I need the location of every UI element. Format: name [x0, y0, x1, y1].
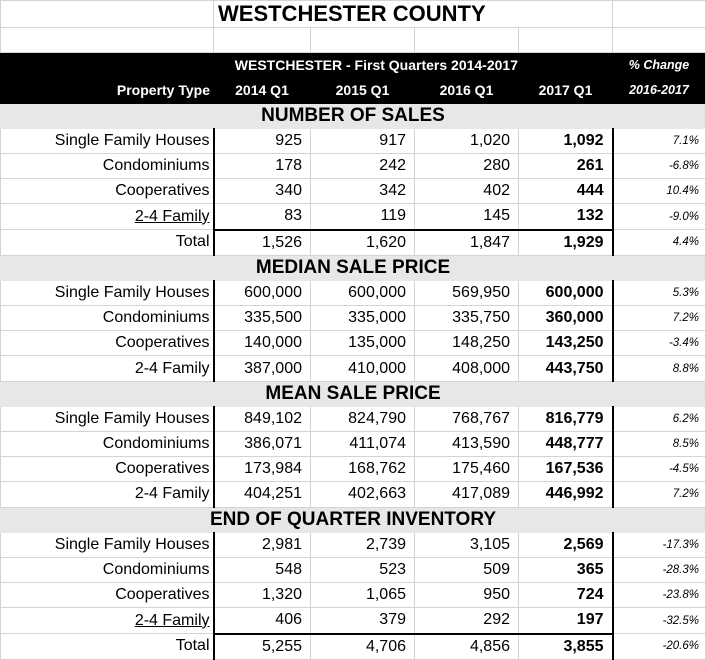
table-row [1, 457, 705, 482]
value-cell[interactable]: 950 [415, 583, 519, 608]
row-label[interactable]: Cooperatives [1, 331, 214, 356]
table-row [1, 608, 705, 634]
value-cell[interactable]: 411,074 [311, 432, 415, 457]
value-cell[interactable]: 404,251 [214, 482, 311, 507]
pct-change-cell[interactable]: 7.1% [613, 128, 705, 153]
value-cell[interactable]: 413,590 [415, 432, 519, 457]
pct-change-cell[interactable]: 8.5% [613, 432, 705, 457]
value-2017-cell[interactable]: 2,569 [519, 532, 613, 557]
section-header-row [1, 103, 705, 128]
row-label[interactable]: Condominiums [1, 306, 214, 331]
value-cell[interactable]: 342 [311, 179, 415, 204]
pct-change-cell[interactable]: 7.2% [613, 482, 705, 507]
year-header[interactable]: 2016 Q1 [415, 78, 519, 103]
title-row [1, 1, 705, 28]
value-2017-cell[interactable]: 360,000 [519, 306, 613, 331]
value-cell[interactable]: 509 [415, 557, 519, 582]
table-row [1, 331, 705, 356]
table-row [1, 356, 705, 381]
table-row [1, 406, 705, 431]
pct-range-header[interactable]: 2016-2017 [613, 78, 705, 103]
section-header-row [1, 381, 705, 406]
row-label[interactable]: Single Family Houses [1, 280, 214, 305]
row-label[interactable]: Single Family Houses [1, 532, 214, 557]
pct-change-cell[interactable]: -32.5% [613, 608, 705, 634]
value-cell[interactable]: 386,071 [214, 432, 311, 457]
row-label[interactable]: Condominiums [1, 557, 214, 582]
value-cell[interactable]: 379 [311, 608, 415, 634]
value-cell[interactable]: 925 [214, 128, 311, 153]
pct-change-cell[interactable]: -6.8% [613, 153, 705, 178]
row-label[interactable]: Single Family Houses [1, 128, 214, 153]
value-2017-cell[interactable]: 143,250 [519, 331, 613, 356]
value-cell[interactable]: 173,984 [214, 457, 311, 482]
value-cell[interactable]: 600,000 [214, 280, 311, 305]
value-cell[interactable]: 2,981 [214, 532, 311, 557]
value-2017-cell[interactable]: 600,000 [519, 280, 613, 305]
table-row [1, 153, 705, 178]
value-2017-cell[interactable]: 444 [519, 179, 613, 204]
value-cell[interactable]: 4,856 [415, 634, 519, 660]
value-2017-cell[interactable]: 197 [519, 608, 613, 634]
row-label[interactable]: Single Family Houses [1, 406, 214, 431]
value-cell[interactable]: 335,750 [415, 306, 519, 331]
value-cell[interactable]: 335,000 [311, 306, 415, 331]
value-cell[interactable]: 280 [415, 153, 519, 178]
year-header[interactable]: 2014 Q1 [214, 78, 311, 103]
row-label[interactable]: Condominiums [1, 153, 214, 178]
value-cell[interactable]: 410,000 [311, 356, 415, 381]
value-cell[interactable]: 408,000 [415, 356, 519, 381]
pct-change-cell[interactable]: 6.2% [613, 406, 705, 431]
value-cell[interactable]: 292 [415, 608, 519, 634]
table-row [1, 179, 705, 204]
cell[interactable] [1, 28, 214, 53]
pct-change-cell[interactable]: 10.4% [613, 179, 705, 204]
row-label[interactable]: 2-4 Family [1, 204, 214, 230]
value-cell[interactable]: 340 [214, 179, 311, 204]
pct-change-cell[interactable]: -20.6% [613, 634, 705, 660]
row-label[interactable]: 2-4 Family [1, 482, 214, 507]
cell[interactable] [311, 28, 415, 53]
section-title[interactable]: NUMBER OF SALES [1, 103, 705, 128]
table-row [1, 583, 705, 608]
sheet-title[interactable]: WESTCHESTER COUNTY [214, 1, 613, 28]
pct-change-cell[interactable]: 5.3% [613, 280, 705, 305]
value-cell[interactable]: 175,460 [415, 457, 519, 482]
value-cell[interactable]: 523 [311, 557, 415, 582]
table-row [1, 557, 705, 582]
section-title[interactable]: END OF QUARTER INVENTORY [1, 507, 705, 532]
value-cell[interactable]: 135,000 [311, 331, 415, 356]
row-label[interactable]: 2-4 Family [1, 608, 214, 634]
value-cell[interactable]: 5,255 [214, 634, 311, 660]
value-cell[interactable]: 3,105 [415, 532, 519, 557]
value-cell[interactable]: 1,020 [415, 128, 519, 153]
cell-a1[interactable] [1, 1, 214, 28]
year-header[interactable]: 2015 Q1 [311, 78, 415, 103]
value-cell[interactable]: 168,762 [311, 457, 415, 482]
table-header-title[interactable]: WESTCHESTER - First Quarters 2014-2017 [214, 53, 519, 78]
cell[interactable] [415, 28, 519, 53]
section-header-row [1, 507, 705, 532]
value-cell[interactable]: 387,000 [214, 356, 311, 381]
row-label[interactable]: 2-4 Family [1, 356, 214, 381]
value-2017-cell[interactable]: 167,536 [519, 457, 613, 482]
section-title[interactable]: MEDIAN SALE PRICE [1, 255, 705, 280]
value-cell[interactable]: 1,065 [311, 583, 415, 608]
value-cell[interactable]: 2,739 [311, 532, 415, 557]
pct-change-cell[interactable]: 7.2% [613, 306, 705, 331]
table-row [1, 280, 705, 305]
value-cell[interactable]: 417,089 [415, 482, 519, 507]
year-header[interactable]: 2017 Q1 [519, 78, 613, 103]
value-2017-cell[interactable]: 446,992 [519, 482, 613, 507]
value-2017-cell[interactable]: 132 [519, 204, 613, 230]
table-row [1, 532, 705, 557]
pct-change-cell[interactable]: 8.8% [613, 356, 705, 381]
value-cell[interactable]: 569,950 [415, 280, 519, 305]
row-label[interactable]: Cooperatives [1, 179, 214, 204]
table-row [1, 634, 705, 660]
value-2017-cell[interactable]: 261 [519, 153, 613, 178]
value-cell[interactable]: 600,000 [311, 280, 415, 305]
value-cell[interactable]: 1,620 [311, 230, 415, 256]
value-cell[interactable]: 145 [415, 204, 519, 230]
value-cell[interactable]: 148,250 [415, 331, 519, 356]
row-label[interactable]: Cooperatives [1, 583, 214, 608]
property-type-header[interactable]: Property Type [1, 78, 214, 103]
value-cell[interactable]: 849,102 [214, 406, 311, 431]
cell[interactable] [1, 53, 214, 78]
table-row [1, 230, 705, 256]
blank-row [1, 28, 705, 53]
value-cell[interactable]: 406 [214, 608, 311, 634]
section-header-row [1, 255, 705, 280]
value-cell[interactable]: 402,663 [311, 482, 415, 507]
value-cell[interactable]: 178 [214, 153, 311, 178]
pct-change-cell[interactable]: -28.3% [613, 557, 705, 582]
pct-change-cell[interactable]: -9.0% [613, 204, 705, 230]
table-row [1, 482, 705, 507]
value-2017-cell[interactable]: 1,929 [519, 230, 613, 256]
value-cell[interactable]: 119 [311, 204, 415, 230]
pct-change-header[interactable]: % Change [613, 53, 705, 78]
pct-change-cell[interactable]: -23.8% [613, 583, 705, 608]
value-cell[interactable]: 140,000 [214, 331, 311, 356]
value-cell[interactable]: 917 [311, 128, 415, 153]
value-2017-cell[interactable]: 1,092 [519, 128, 613, 153]
row-label[interactable]: Total [1, 634, 214, 660]
value-2017-cell[interactable]: 365 [519, 557, 613, 582]
value-cell[interactable]: 1,526 [214, 230, 311, 256]
column-header-row [1, 78, 705, 103]
row-label[interactable]: Condominiums [1, 432, 214, 457]
value-2017-cell[interactable]: 3,855 [519, 634, 613, 660]
table-row [1, 306, 705, 331]
value-2017-cell[interactable]: 448,777 [519, 432, 613, 457]
value-2017-cell[interactable]: 443,750 [519, 356, 613, 381]
section-title[interactable]: MEAN SALE PRICE [1, 381, 705, 406]
value-cell[interactable]: 768,767 [415, 406, 519, 431]
value-cell[interactable]: 83 [214, 204, 311, 230]
value-cell[interactable]: 548 [214, 557, 311, 582]
table-row [1, 432, 705, 457]
header-title-row [1, 53, 705, 78]
row-label[interactable]: Cooperatives [1, 457, 214, 482]
cell-f1[interactable] [613, 1, 705, 28]
cell[interactable] [214, 28, 311, 53]
cell[interactable] [519, 53, 613, 78]
value-cell[interactable]: 4,706 [311, 634, 415, 660]
pct-change-cell[interactable]: -4.5% [613, 457, 705, 482]
row-label[interactable]: Total [1, 230, 214, 256]
pct-change-cell[interactable]: 4.4% [613, 230, 705, 256]
pct-change-cell[interactable]: -17.3% [613, 532, 705, 557]
value-cell[interactable]: 402 [415, 179, 519, 204]
cell[interactable] [519, 28, 613, 53]
pct-change-cell[interactable]: -3.4% [613, 331, 705, 356]
value-cell[interactable]: 1,847 [415, 230, 519, 256]
value-cell[interactable]: 1,320 [214, 583, 311, 608]
value-cell[interactable]: 242 [311, 153, 415, 178]
value-2017-cell[interactable]: 724 [519, 583, 613, 608]
value-2017-cell[interactable]: 816,779 [519, 406, 613, 431]
table-row [1, 128, 705, 153]
cell[interactable] [613, 28, 705, 53]
value-cell[interactable]: 824,790 [311, 406, 415, 431]
value-cell[interactable]: 335,500 [214, 306, 311, 331]
table-row [1, 204, 705, 230]
